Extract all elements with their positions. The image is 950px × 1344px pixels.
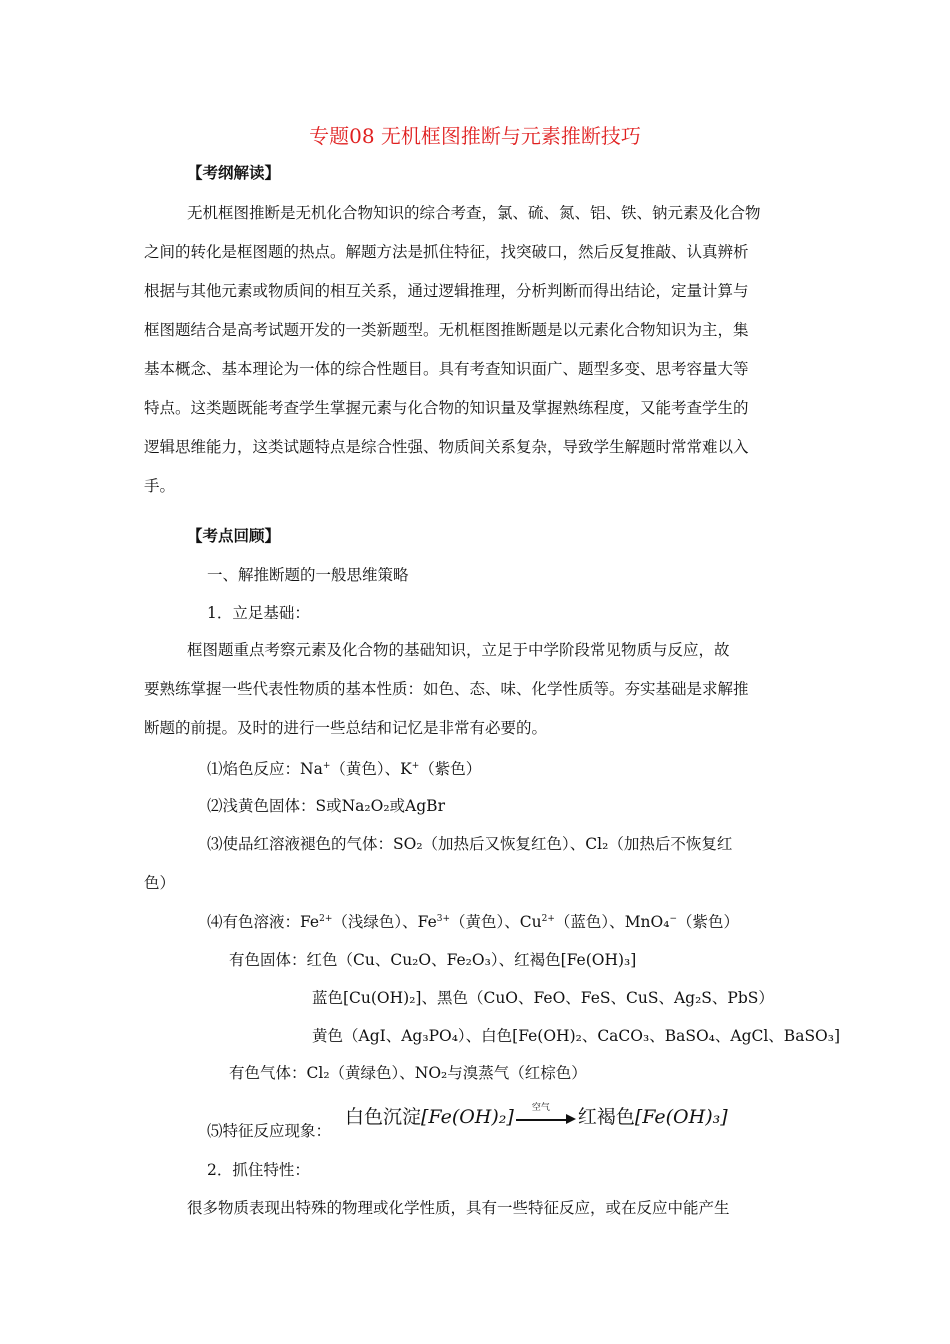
paragraph-line: 之间的转化是框图题的热点。解题方法是抓住特征，找突破口，然后反复推敲、认真辨析 [144,243,749,261]
ion-charge: 2+ [541,913,555,924]
paragraph-line: 特点。这类题既能考查学生掌握元素与化合物的知识量及掌握熟练程度，又能考查学生的 [144,399,749,417]
ion-formula: Fe [300,913,320,931]
ion-formula: Fe [417,913,437,931]
section-heading-review: 【考点回顾】 [187,526,281,545]
ion-charge: + [322,760,331,771]
paragraph-line: 基本概念、基本理论为一体的综合性题目。具有考查知识面广、题型多变、思考容量大等 [144,360,749,378]
ion-color: （黄色）、 [330,760,401,778]
section-heading-syllabus: 【考纲解读】 [187,163,281,182]
ion-color: （紫色） [419,760,482,778]
reaction-equation [345,1103,728,1131]
paragraph-line: 框图题结合是高考试题开发的一类新题型。无机框图推断题是以元素化合物知识为主，集 [144,321,749,339]
ion-formula: Cu [519,913,542,931]
ion-charge: 3+ [436,913,451,924]
product-formula: [Fe(OH)₃] [634,1106,728,1128]
paragraph-line: 逻辑思维能力，这类试题特点是综合性强、物质间关系复杂，导致学生解题时常常难以入 [144,438,749,456]
arrow-shaft [516,1119,570,1121]
reaction-arrow [516,1103,576,1127]
item-flame-reaction [207,759,481,779]
paragraph-line: 根据与其他元素或物质间的相互关系，通过逻辑推理，分析判断而得出结论，定量计算与 [144,282,749,300]
item-label: ⑷有色溶液： [207,913,301,931]
colored-solids-line: 蓝色[Cu(OH)₂]、黑色（CuO、FeO、FeS、CuS、Ag₂S、PbS） [312,989,774,1007]
product-description: 红褐色 [577,1106,635,1128]
ion-color: （浅绿色）、 [332,913,418,931]
arrow-condition-label: 空气 [531,1103,550,1113]
paragraph-line: 手。 [144,477,176,495]
reactant-formula: [Fe(OH)₂] [421,1106,514,1128]
ion-charge: − [669,913,678,924]
step2-heading: 2．抓住特性： [207,1161,310,1179]
item-bleaching-gases: ⑶使品红溶液褪色的气体：SO₂（加热后又恢复红色）、Cl₂（加热后不恢复红 [207,835,733,853]
page-title: 专题08 无机框图推断与元素推断技巧 [309,124,641,148]
reactant-description: 白色沉淀 [345,1106,422,1128]
ion-formula: K [400,760,412,778]
item-colored-solutions [207,912,739,932]
strategy-heading: 一、解推断题的一般思维策略 [207,566,409,584]
ion-formula: Na [300,760,323,778]
item-bleaching-gases-cont: 色） [144,874,176,892]
paragraph-line: 框图题重点考察元素及化合物的基础知识，立足于中学阶段常见物质与反应，故 [187,641,730,659]
colored-solids-line: 黄色（AgI、Ag₃PO₄）、白色[Fe(OH)₂、CaCO₃、BaSO₄、AgCl、BaSO₃] [312,1027,841,1045]
colored-solids-line: 有色固体：红色（Cu、Cu₂O、Fe₂O₃）、红褐色[Fe(OH)₃] [229,951,637,969]
ion-color: （紫色） [677,913,740,931]
ion-formula: MnO₄ [624,913,670,931]
item-label: ⑴焰色反应： [207,760,301,778]
ion-charge: + [411,760,420,771]
ion-color: （蓝色）、 [554,913,625,931]
item-pale-yellow-solids: ⑵浅黄色固体：S或Na₂O₂或AgBr [207,797,445,815]
paragraph-line: 很多物质表现出特殊的物理或化学性质，具有一些特征反应，或在反应中能产生 [187,1199,730,1217]
item-characteristic-reaction-label: ⑸特征反应现象： [207,1122,332,1140]
ion-charge: 2+ [319,913,333,924]
paragraph-line: 断题的前提。及时的进行一些总结和记忆是非常有必要的。 [144,719,548,737]
ion-color: （黄色）、 [450,913,520,931]
paragraph-line: 要熟练掌握一些代表性物质的基本性质：如色、态、味、化学性质等。夯实基础是求解推 [144,680,749,698]
paragraph-line: 无机框图推断是无机化合物知识的综合考查，氯、硫、氮、铝、铁、钠元素及化合物 [187,204,761,222]
step1-heading: 1．立足基础： [207,604,310,622]
colored-gases-line: 有色气体：Cl₂（黄绿色）、NO₂与溴蒸气（红棕色） [229,1064,587,1082]
arrow-head-icon [566,1114,576,1124]
